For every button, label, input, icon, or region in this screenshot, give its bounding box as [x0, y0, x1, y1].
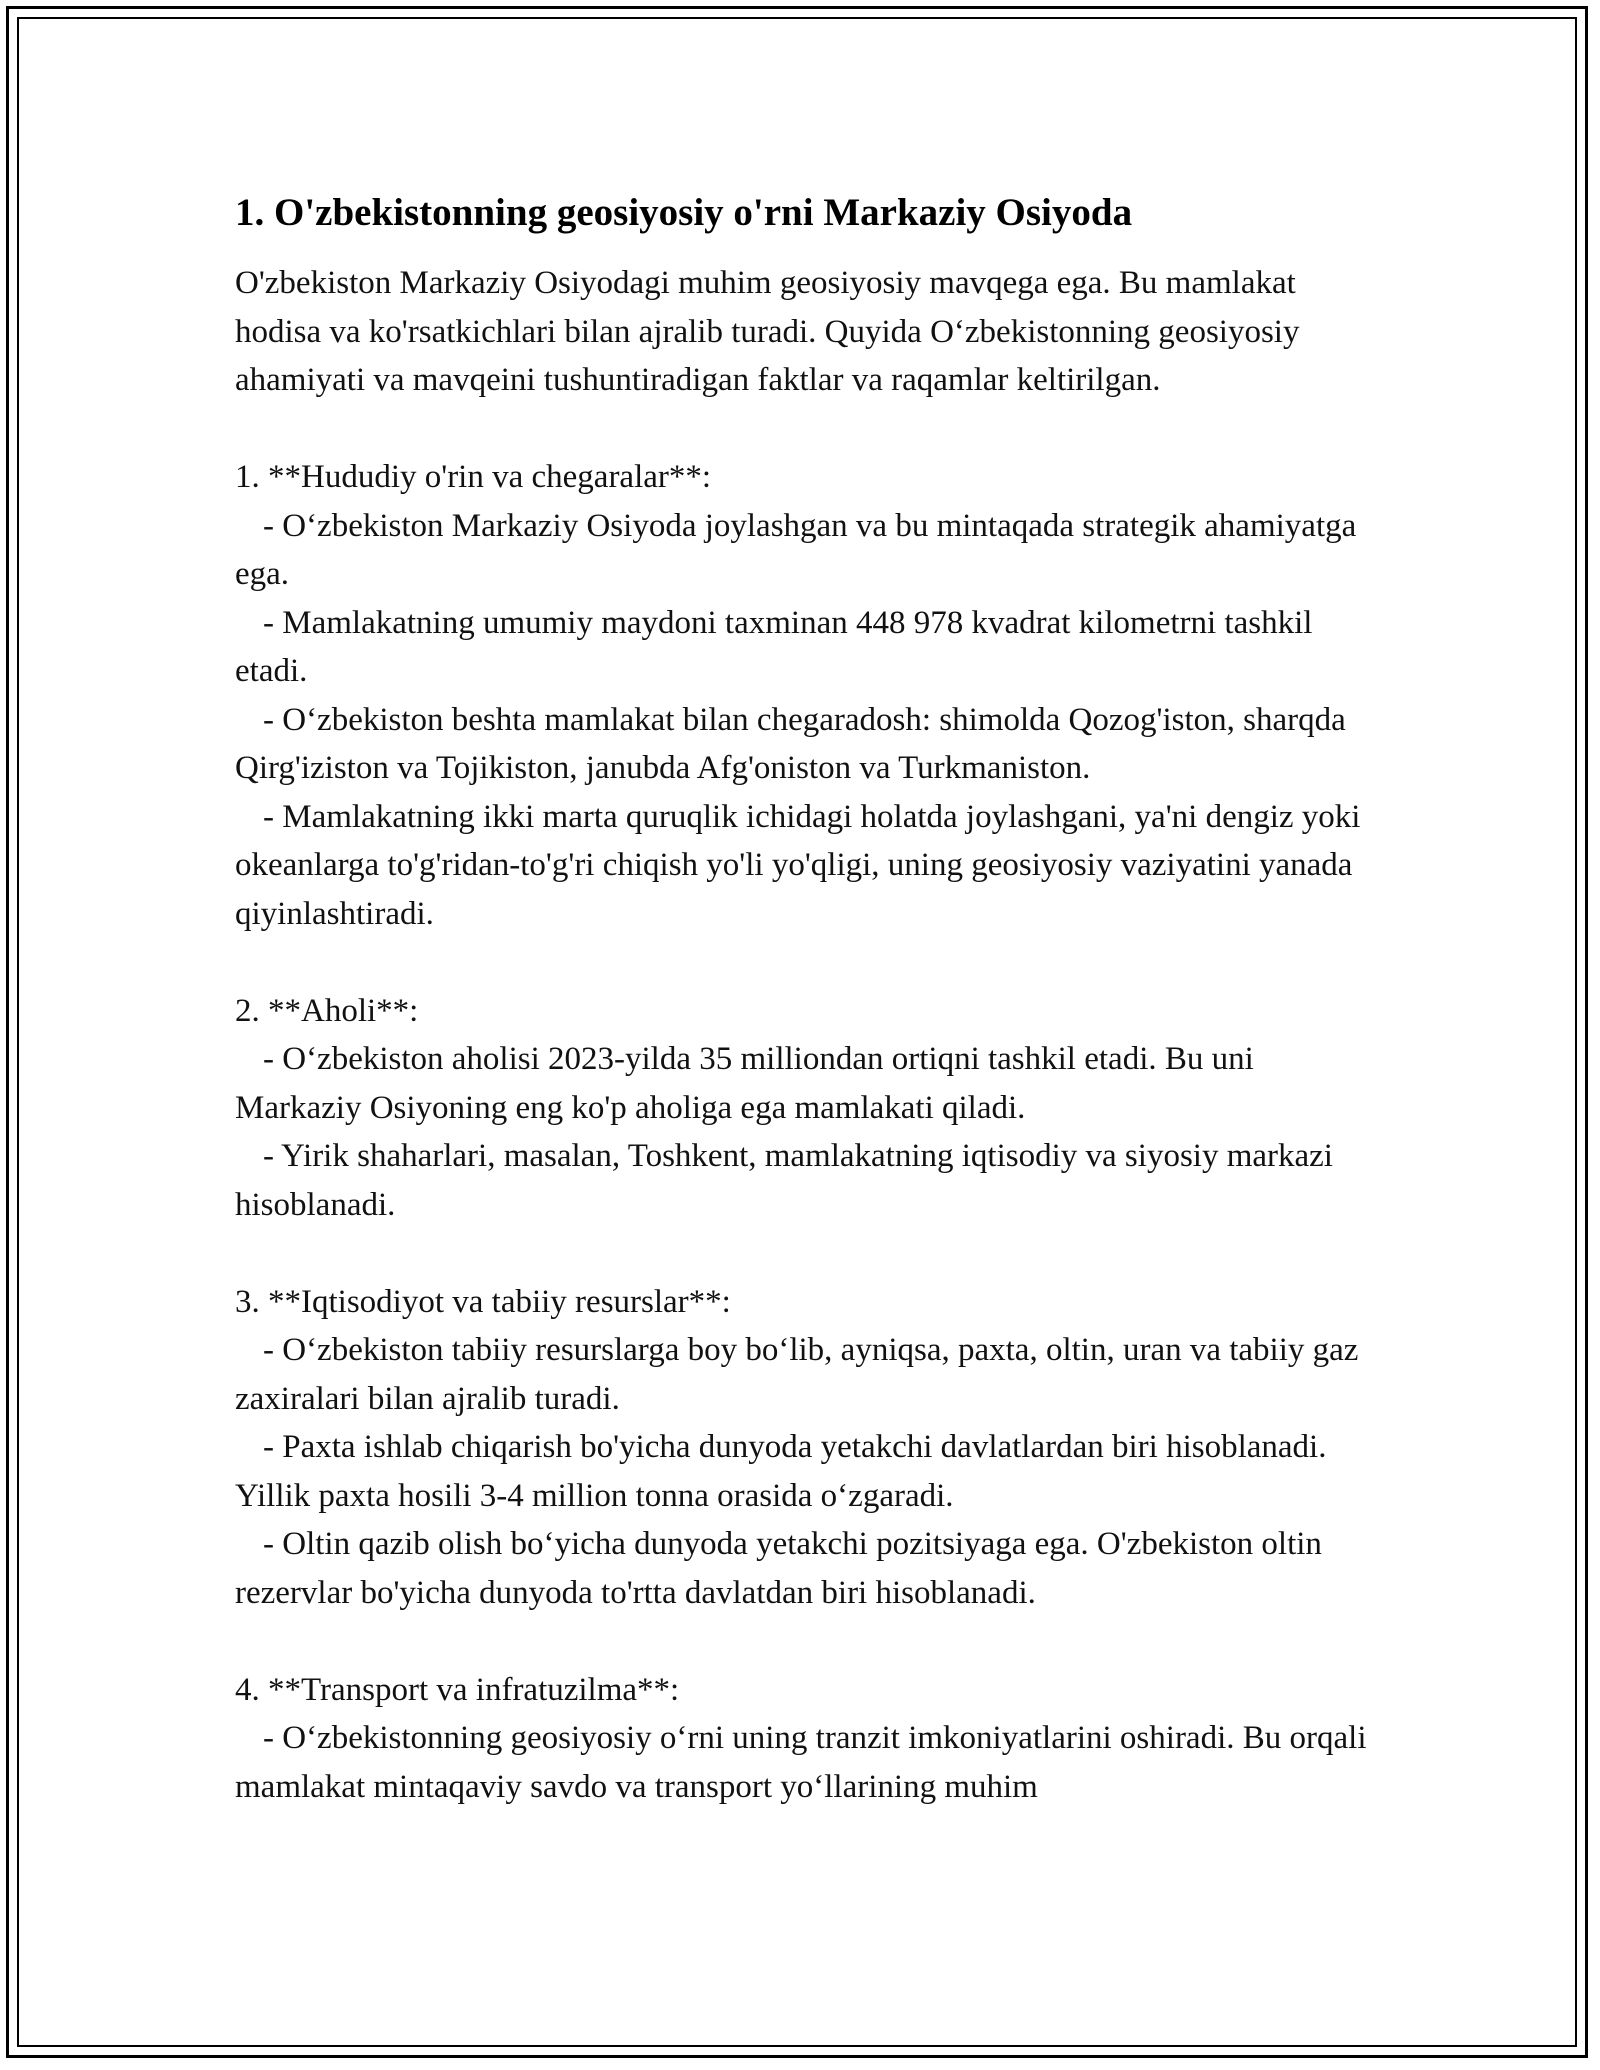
- list-item: - Oltin qazib olish bo‘yicha dunyoda yetakchi pozitsiyaga ega. O'zbekiston oltin rezervlar bo'yicha dunyoda to'rtta davlatdan biri hisoblanadi.: [235, 1526, 1322, 1611]
- section-population: [235, 987, 1385, 1230]
- list-item: - O‘zbekiston tabiiy resurslarga boy bo‘lib, ayniqsa, paxta, oltin, uran va tabiiy gaz zaxiralari bilan ajralib turadi.: [235, 1332, 1359, 1417]
- list-item: - O‘zbekiston beshta mamlakat bilan chegaradosh: shimolda Qozog'iston, sharqda Qirg'iziston va Tojikiston, janubda Afg'oniston va Turkmaniston.: [235, 701, 1346, 786]
- section-heading: 1. **Hududiy o'rin va chegaralar**:: [235, 459, 712, 495]
- document-title: 1. O'zbekistonning geosiyosiy o'rni Markaziy Osiyoda: [235, 191, 1133, 234]
- section-heading: 2. **Aholi**:: [235, 992, 419, 1029]
- list-item: - O‘zbekistonning geosiyosiy o‘rni uning tranzit imkoniyatlarini oshiradi. Bu orqali mamlakat mintaqaviy savdo va transport yo‘llarining muhim: [235, 1720, 1367, 1805]
- section-economy: [235, 1278, 1385, 1618]
- list-item: - O‘zbekiston aholisi 2023-yilda 35 milliondan ortiqni tashkil etadi. Bu uni Markaziy Osiyoning eng ko'p aholiga ega mamlakati qiladi.: [235, 1041, 1254, 1126]
- list-item: - O‘zbekiston Markaziy Osiyoda joylashgan va bu mintaqada strategik ahamiyatga ega.: [235, 507, 1357, 592]
- section-heading: 4. **Transport va infratuzilma**:: [235, 1671, 680, 1708]
- section-transport: [235, 1666, 1385, 1812]
- list-item: - Mamlakatning ikki marta quruqlik ichidagi holatda joylashgani, ya'ni dengiz yoki okeanlarga to'g'ridan-to'g'ri chiqish yo'li yo'qligi, uning geosiyosiy vaziyatini yanada qiyinlashtiradi.: [235, 798, 1361, 932]
- list-item: - Mamlakatning umumiy maydoni taxminan 448 978 kvadrat kilometrni tashkil etadi.: [235, 604, 1313, 689]
- list-item: - Paxta ishlab chiqarish bo'yicha dunyoda yetakchi davlatlardan biri hisoblanadi. Yillik paxta hosili 3-4 million tonna orasida o‘zgaradi.: [235, 1429, 1327, 1514]
- list-item: - Yirik shaharlari, masalan, Toshkent, mamlakatning iqtisodiy va siyosiy markazi hisoblanadi.: [235, 1138, 1333, 1223]
- section-heading: 3. **Iqtisodiyot va tabiiy resurslar**:: [235, 1283, 731, 1320]
- intro-paragraph: O'zbekiston Markaziy Osiyodagi muhim geosiyosiy mavqega ega. Bu mamlakat hodisa va ko'rsatkichlari bilan ajralib turadi. Quyida O‘zbekistonning geosiyosiy ahamiyati va mavqeini tushuntiradigan faktlar va raqamlar keltirilgan.: [235, 265, 1300, 398]
- document-body: [235, 185, 1385, 1811]
- section-territory: [235, 453, 1385, 938]
